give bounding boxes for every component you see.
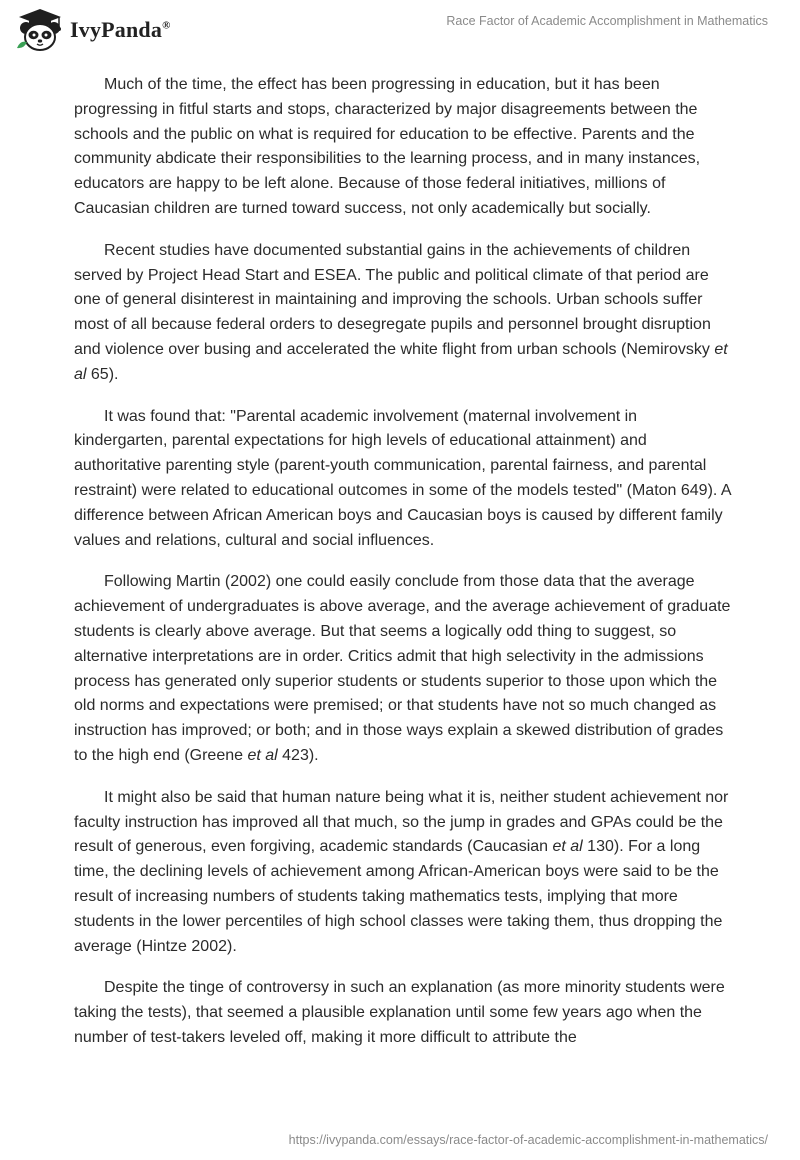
paragraph-5 bbox=[74, 786, 734, 960]
ivypanda-logo[interactable] bbox=[14, 8, 171, 52]
source-url[interactable]: https://ivypanda.com/essays/race-factor-of-academic-accomplishment-in-mathematics/ bbox=[288, 1133, 768, 1147]
paragraph-4-text: Following Martin (2002) one could easily conclude from those data that the average achievement of undergraduates is above average, and the average achievement of graduate students is clearly above average. But that seems a logically odd thing to suggest, so alternative interpretations are in order. Critics admit that high selectivity in the admissions process has generated only superior students or students superior to those upon which the old norms and expectations were premised; or that students have not so much changed as instruction has improved; or both; and in those ways explain a skewed distribution of grades to the high end (Greene bbox=[74, 573, 731, 764]
logo-wordmark bbox=[70, 17, 171, 43]
paragraph-4-text-end: 423). bbox=[277, 746, 319, 764]
citation-et-al: et al bbox=[74, 340, 728, 383]
paragraph-2-text-end: 65). bbox=[86, 365, 119, 383]
paragraph-5-text: It might also be said that human nature being what it is, neither student achievement nor faculty instruction has improved all that much, so the jump in grades and GPAs could be the result of generous, even forgiving, academic standards (Caucasian bbox=[74, 788, 729, 856]
paragraph-2-text: Recent studies have documented substantial gains in the achievements of children served by Project Head Start and ESEA. The public and political climate of that period are one of general disinterest in maintaining and improving the schools. Urban schools suffer most of all because federal orders to desegregate pupils and personnel brought disruption and violence over busing and accelerated the white flight from urban schools (Nemirovsky bbox=[74, 241, 715, 358]
registered-mark: ® bbox=[162, 19, 171, 32]
paragraph-3: It was found that: "Parental academic involvement (maternal involvement in kindergarten, parental expectations for high levels of educational attainment) and authoritative parenting style (parent-youth communication, parental fairness, and parental restraint) were related to educational outcomes in some of the models tested" (Maton 649). A difference between African American boys and Caucasian boys is caused by different family values and relations, cultural and social influences. bbox=[74, 407, 731, 549]
paragraph-6: Despite the tinge of controversy in such an explanation (as more minority students were taking the tests), that seemed a plausible explanation until some few years ago when the number of test-takers leveled off, making it more difficult to attribute the bbox=[74, 979, 725, 1046]
panda-logo-icon bbox=[14, 8, 66, 52]
paragraph-1: Much of the time, the effect has been progressing in education, but it has been progressing in fitful starts and stops, characterized by major disagreements between the schools and the public on what is required for education to be effective. Parents and the community abdicate their responsibilities to the learning process, and in many instances, educators are happy to be left alone. Because of those federal initiatives, millions of Caucasian children are turned toward success, not only academically but socially. bbox=[74, 76, 701, 217]
paragraph-2 bbox=[74, 239, 734, 388]
logo-text: IvyPanda bbox=[70, 17, 163, 42]
document-title: Race Factor of Academic Accomplishment in Mathematics bbox=[446, 14, 768, 28]
citation-et-al: et al bbox=[247, 746, 278, 764]
essay-body bbox=[74, 73, 734, 1068]
page-header bbox=[0, 0, 800, 60]
paragraph-5-text-end: 130). For a long time, the declining levels of achievement among African-American boys were said to be the result of increasing numbers of students taking mathematics tests, implying that more students in the lower percentiles of high school classes were taking them, thus dropping the average (Hintze 2002). bbox=[74, 838, 723, 955]
citation-et-al: et al bbox=[552, 838, 583, 856]
paragraph-4 bbox=[74, 570, 734, 768]
